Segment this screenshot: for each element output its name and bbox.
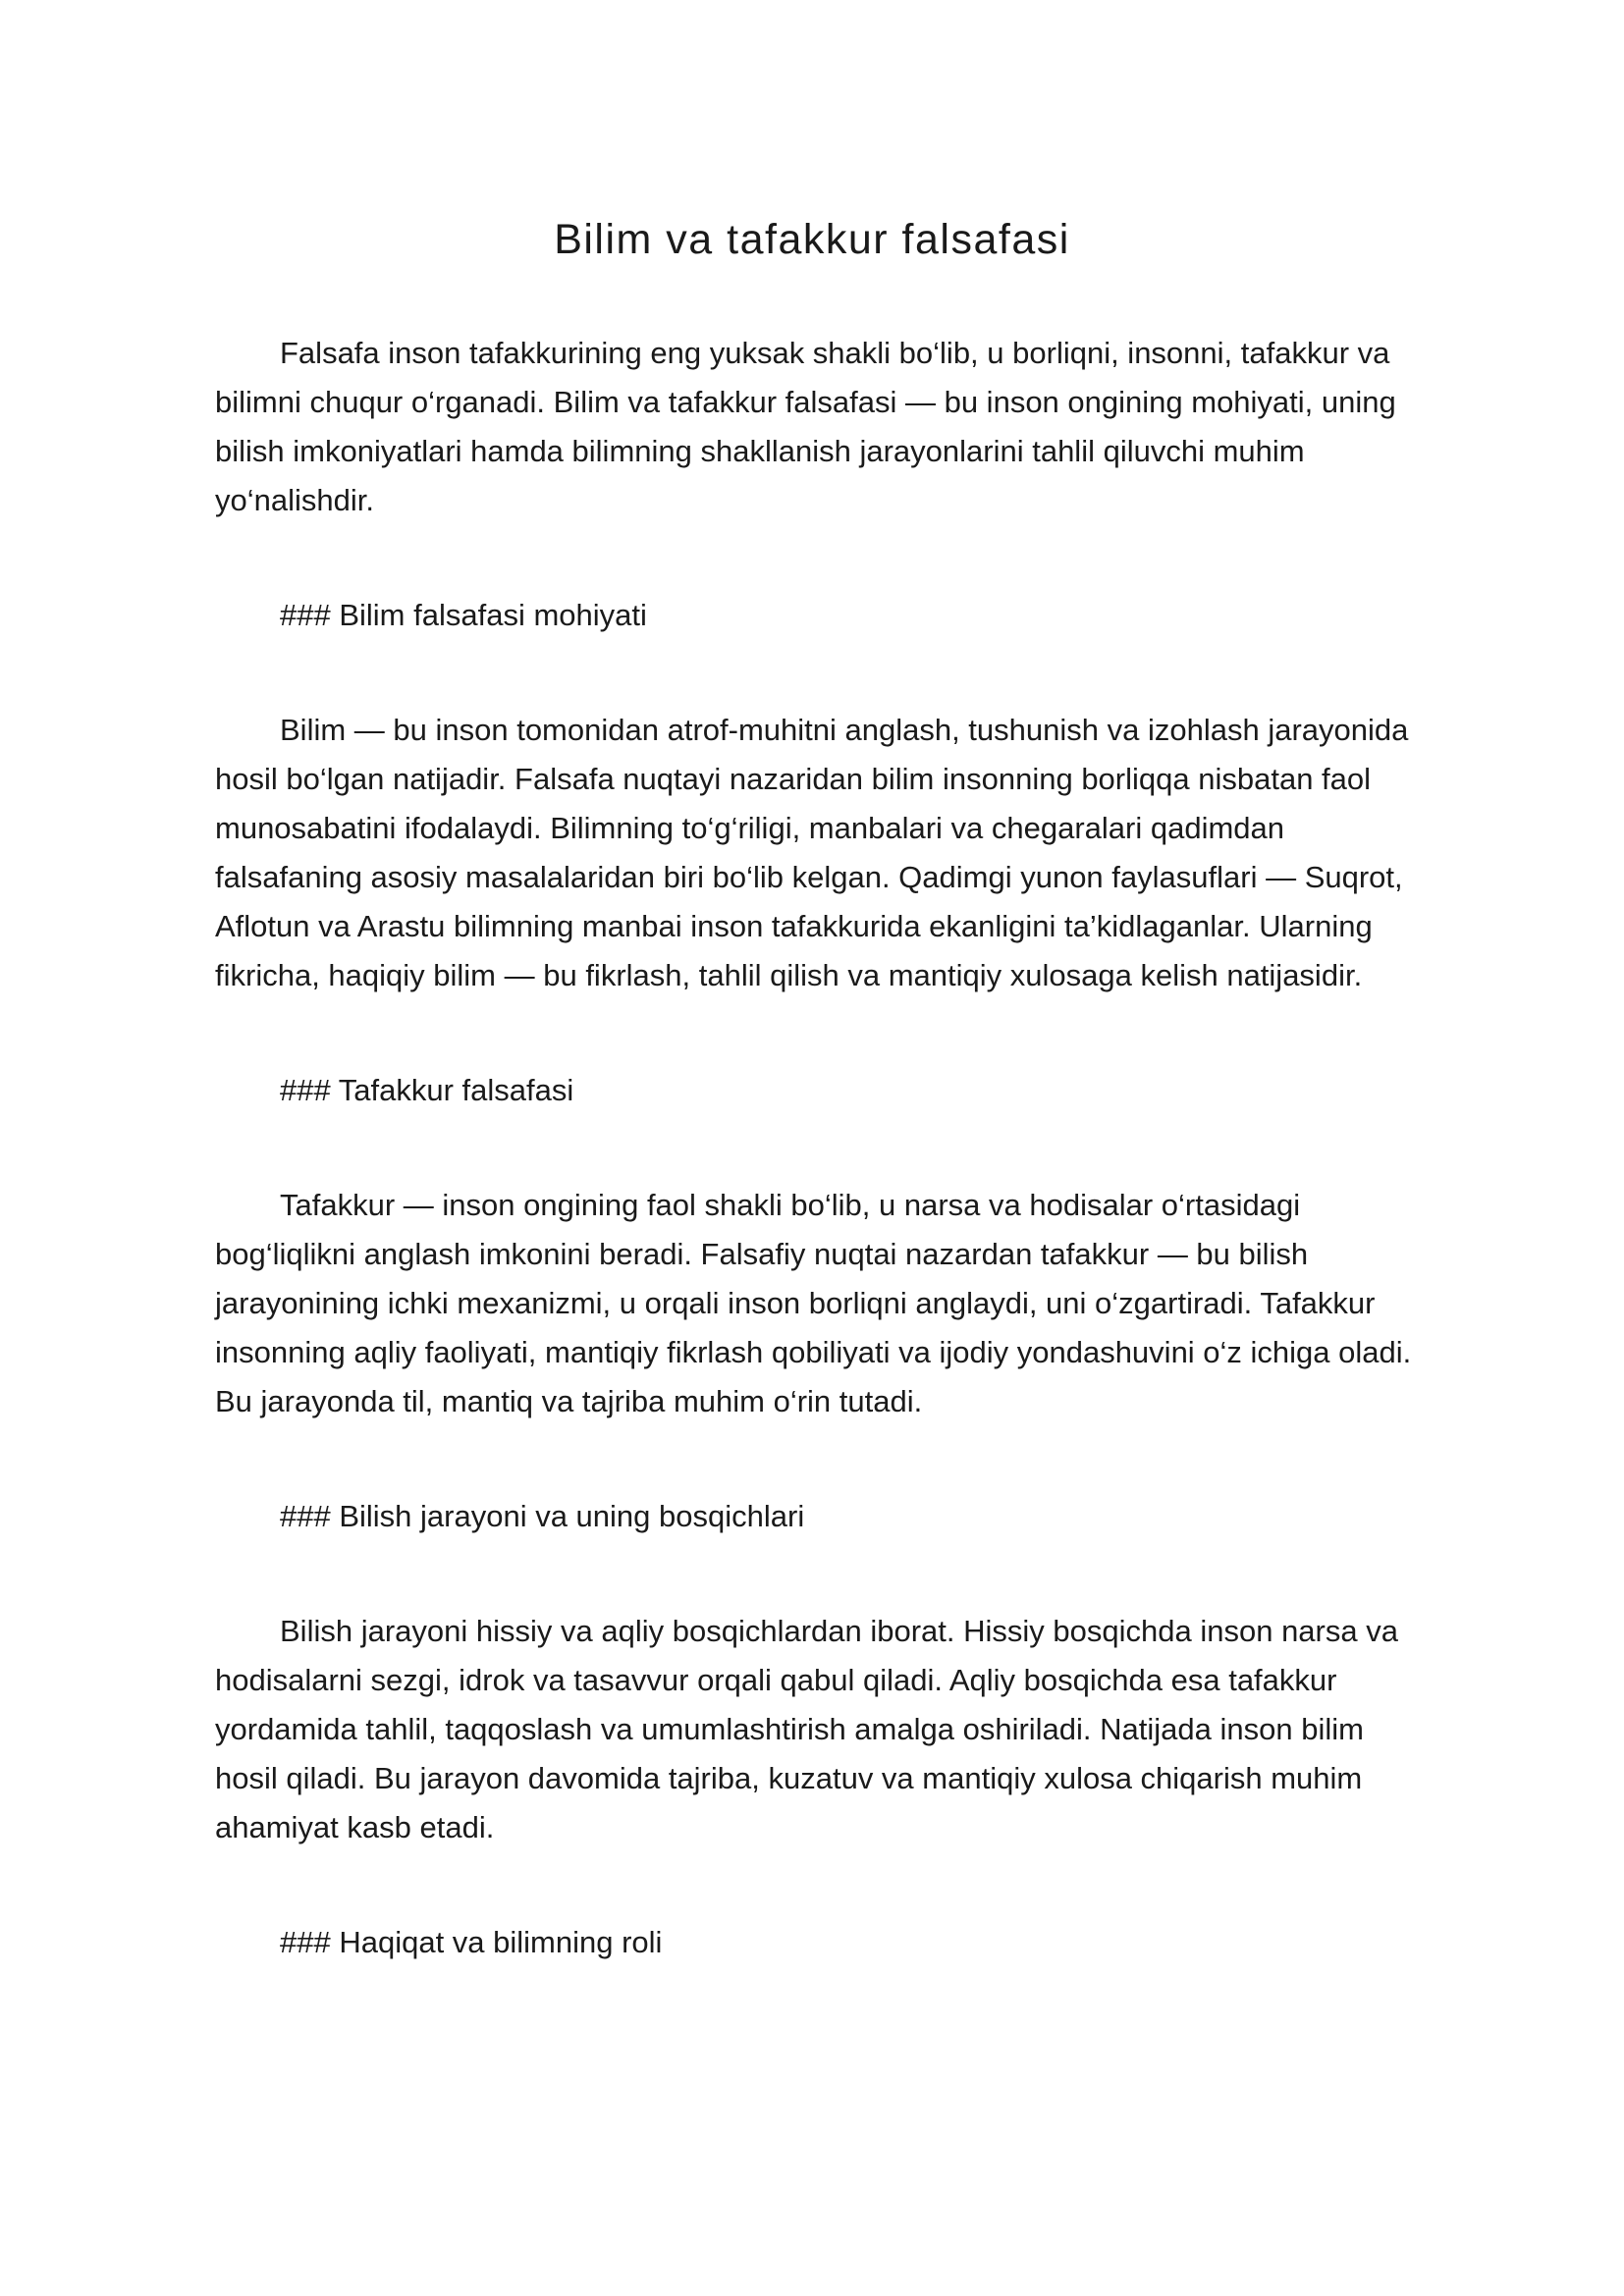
intro-paragraph: Falsafa inson tafakkurining eng yuksak shakli bo‘lib, u borliqni, insonni, tafakkur va bilimni chuqur o‘rganadi. Bilim va tafakkur falsafasi — bu inson ongining mohiyati, uning bilish imkoniyatlari hamda bilimning shakllanish jarayonlarini tahlil qiluvchi muhim yo‘nalishdir. [215, 336, 1396, 517]
section-heading-tafakkur-falsafasi: ### Tafakkur falsafasi [280, 1073, 574, 1107]
section-heading-haqiqat: ### Haqiqat va bilimning roli [280, 1925, 663, 1959]
paragraph-tafakkur: Tafakkur — inson ongining faol shakli bo‘lib, u narsa va hodisalar o‘rtasidagi bog‘liqlikni anglash imkonini beradi. Falsafiy nuqtai nazardan tafakkur — bu bilish jarayonining ichki mexanizmi, u orqali inson borliqni anglaydi, uni o‘zgartiradi. Tafakkur insonning aqliy faoliyati, mantiqiy fikrlash qobiliyati va ijodiy yondashuvini o‘z ichiga oladi. Bu jarayonda til, mantiq va tajriba muhim o‘rin tutadi. [215, 1188, 1412, 1418]
section-heading-bilish-jarayoni: ### Bilish jarayoni va uning bosqichlari [280, 1499, 805, 1533]
document-title: Bilim va tafakkur falsafasi [554, 216, 1070, 263]
paragraph-bilim-mohiyati: Bilim — bu inson tomonidan atrof-muhitni anglash, tushunish va izohlash jarayonida hosil bo‘lgan natijadir. Falsafa nuqtayi nazaridan bilim insonning borliqqa nisbatan faol munosabatini ifodalaydi. Bilimning to‘g‘riligi, manbalari va chegaralari qadimdan falsafaning asosiy masalalaridan biri bo‘lib kelgan. Qadimgi yunon faylasuflari — Suqrot, Aflotun va Arastu bilimning manbai inson tafakkurida ekanligini ta’kidlaganlar. Ularning fikricha, haqiqiy bilim — bu fikrlash, tahlil qilish va mantiqiy xulosaga kelish natijasidir. [215, 713, 1409, 992]
paragraph-bilish-jarayoni: Bilish jarayoni hissiy va aqliy bosqichlardan iborat. Hissiy bosqichda inson narsa va hodisalarni sezgi, idrok va tasavvur orqali qabul qiladi. Aqliy bosqichda esa tafakkur yordamida tahlil, taqqoslash va umumlashtirish amalga oshiriladi. Natijada inson bilim hosil qiladi. Bu jarayon davomida tajriba, kuzatuv va mantiqiy xulosa chiqarish muhim ahamiyat kasb etadi. [215, 1614, 1398, 1844]
section-heading-bilim-falsafasi: ### Bilim falsafasi mohiyati [280, 598, 647, 632]
document-body [215, 329, 1433, 1967]
